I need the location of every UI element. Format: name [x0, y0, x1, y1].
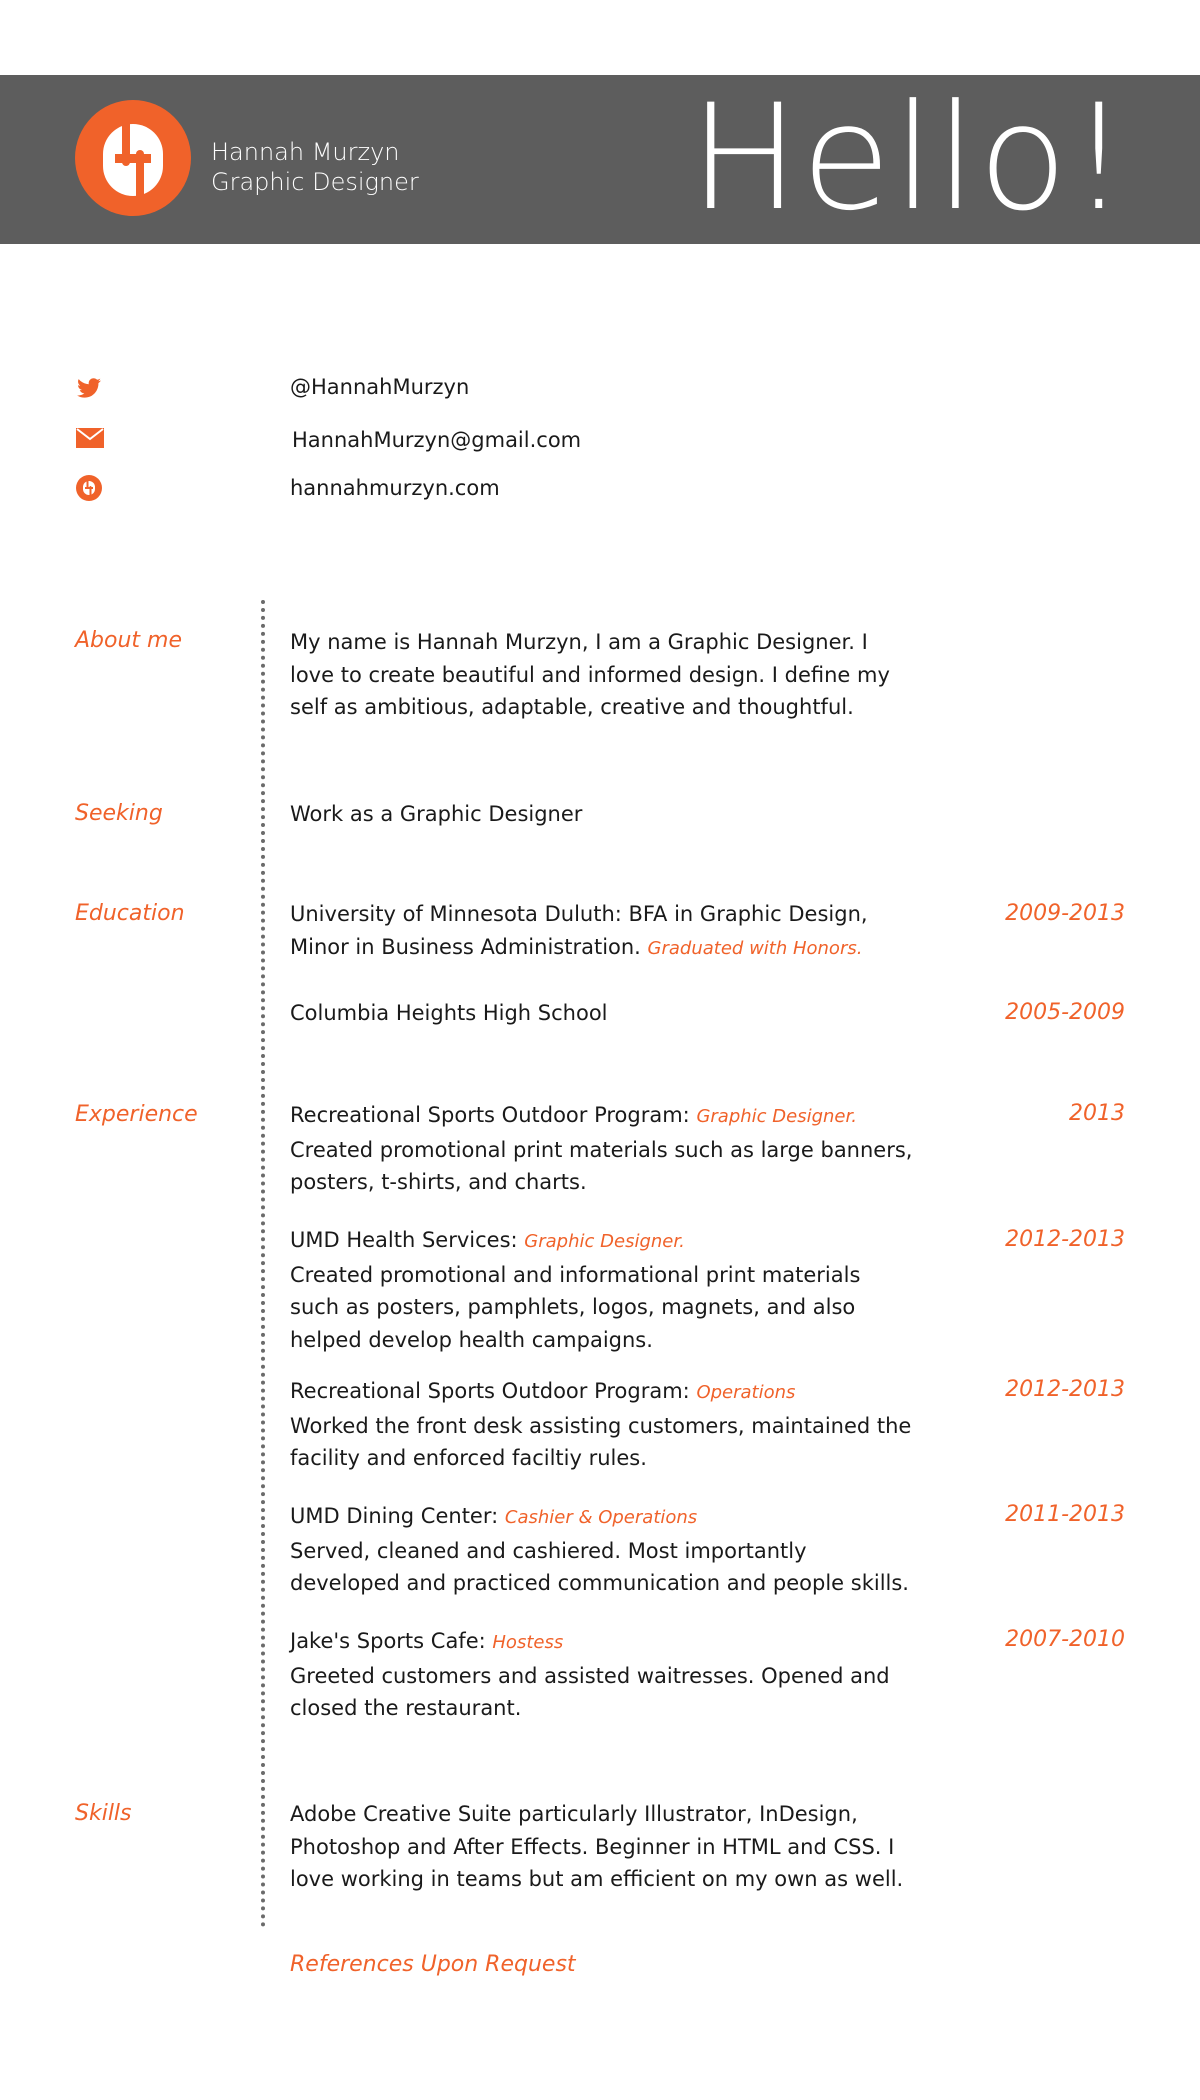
- section-label-skills: Skills: [75, 1801, 132, 1826]
- education-main: University of Minnesota Duluth: BFA in Graphic Design, Minor in Business Administration.: [290, 902, 868, 959]
- twitter-handle[interactable]: @HannahMurzyn: [290, 375, 470, 399]
- education-honors: Graduated with Honors.: [647, 937, 863, 959]
- name: Hannah Murzyn: [211, 138, 400, 166]
- references-note: References Upon Request: [290, 1952, 576, 1977]
- experience-org: Recreational Sports Outdoor Program:: [290, 1379, 690, 1403]
- header-band: [0, 75, 1200, 244]
- experience-desc: Served, cleaned and cashiered. Most importantly developed and practiced communication and people skills.: [290, 1538, 909, 1595]
- experience-role: Graphic Designer.: [524, 1231, 685, 1252]
- experience-desc: Created promotional and informational print materials such as posters, pamphlets, logos, magnets, and also helped develop health campaigns.: [290, 1262, 861, 1352]
- education-date: 2009-2013: [1005, 901, 1125, 926]
- identity-block: [211, 137, 419, 197]
- section-label-experience: Experience: [75, 1102, 198, 1127]
- experience-date: 2013: [1069, 1101, 1125, 1126]
- website-url[interactable]: hannahmurzyn.com: [290, 476, 500, 500]
- skills-text: Adobe Creative Suite particularly Illustrator, InDesign, Photoshop and After Effects. Beginner in HTML and CSS. I love working in teams but am efficient on my own as well.: [290, 1802, 904, 1891]
- greeting: Hello!: [689, 73, 1130, 243]
- experience-role: Graphic Designer.: [696, 1106, 857, 1127]
- section-label-education: Education: [75, 901, 185, 926]
- section-label-about: About me: [75, 628, 183, 653]
- experience-entry: [290, 1099, 915, 1199]
- about-text: My name is Hannah Murzyn, I am a Graphic Designer. I love to create beautiful and informed design. I define my self as ambitious, adaptable, creative and thoughtful.: [290, 630, 890, 719]
- education-date: 2005-2009: [1005, 1000, 1125, 1025]
- experience-date: 2012-2013: [1005, 1377, 1125, 1402]
- job-title: Graphic Designer: [211, 168, 419, 196]
- mail-icon[interactable]: [76, 425, 104, 451]
- seeking-text: Work as a Graphic Designer: [290, 802, 583, 826]
- experience-entry: [290, 1375, 915, 1475]
- education-entry: [290, 898, 915, 965]
- experience-org: Jake's Sports Cafe:: [290, 1629, 486, 1653]
- experience-entry: [290, 1224, 915, 1356]
- experience-date: 2007-2010: [1005, 1627, 1125, 1652]
- education-entry: [290, 997, 915, 1030]
- experience-role: Cashier & Operations: [504, 1507, 698, 1528]
- experience-desc: Created promotional print materials such as large banners, posters, t-shirts, and charts.: [290, 1137, 913, 1194]
- experience-role: Operations: [696, 1382, 796, 1403]
- experience-entry: [290, 1500, 915, 1600]
- education-main: Columbia Heights High School: [290, 1001, 608, 1025]
- email-address[interactable]: HannahMurzyn@gmail.com: [292, 428, 582, 452]
- experience-role: Hostess: [492, 1632, 564, 1653]
- section-label-seeking: Seeking: [75, 801, 163, 826]
- experience-org: UMD Health Services:: [290, 1228, 518, 1252]
- experience-date: 2011-2013: [1005, 1502, 1125, 1527]
- website-icon[interactable]: [76, 475, 102, 501]
- experience-org: Recreational Sports Outdoor Program:: [290, 1103, 690, 1127]
- experience-org: UMD Dining Center:: [290, 1504, 499, 1528]
- experience-entry: [290, 1625, 915, 1725]
- experience-desc: Worked the front desk assisting customers, maintained the facility and enforced faciltiy rules.: [290, 1413, 912, 1470]
- hm-monogram-icon: [75, 100, 191, 216]
- experience-desc: Greeted customers and assisted waitresses. Opened and closed the restaurant.: [290, 1663, 890, 1720]
- twitter-icon[interactable]: [76, 375, 102, 401]
- timeline-divider: [261, 600, 265, 1928]
- experience-date: 2012-2013: [1005, 1227, 1125, 1252]
